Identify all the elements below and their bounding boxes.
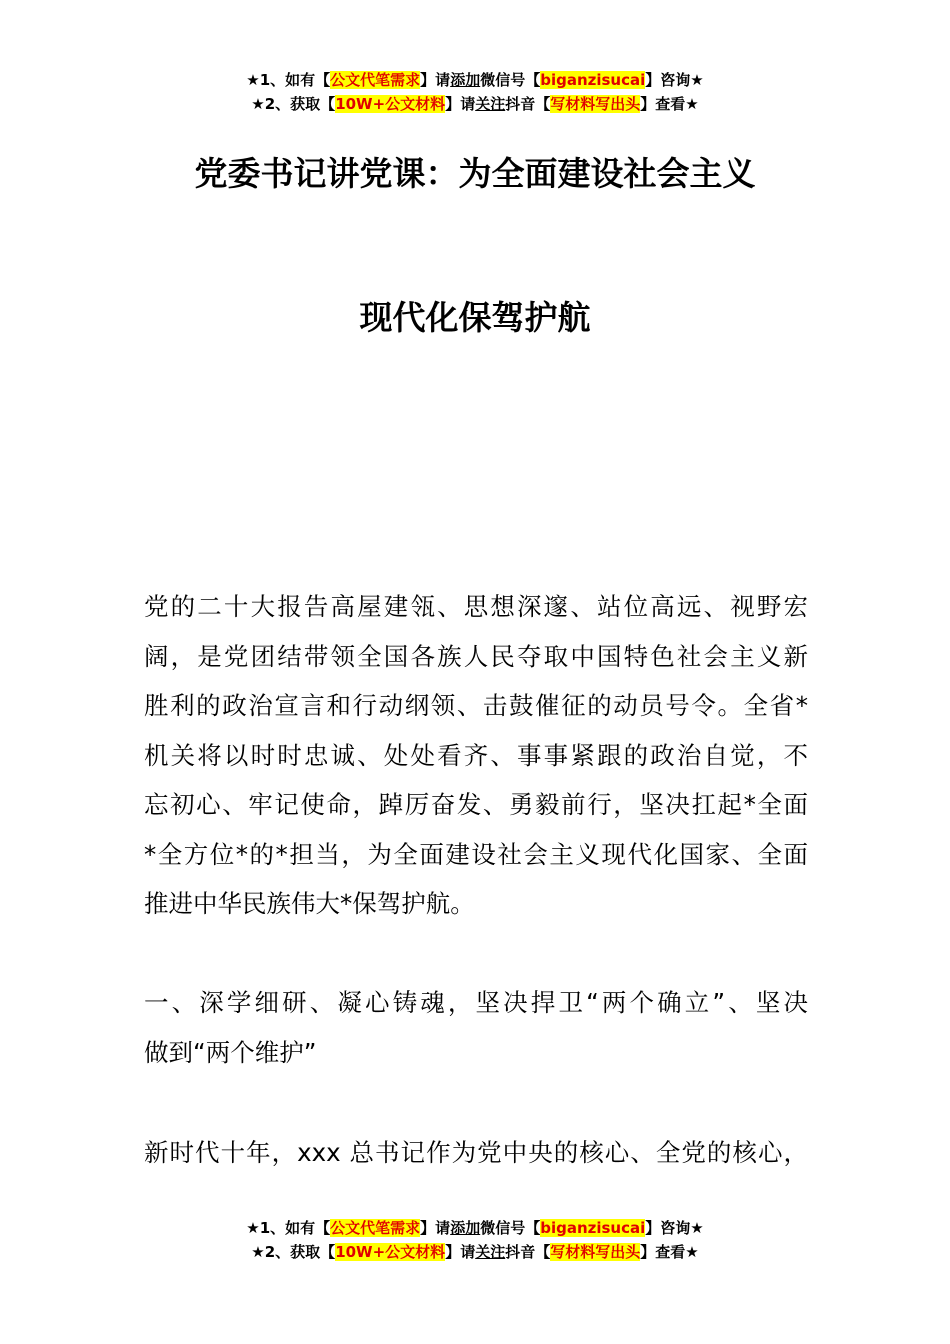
text-line: 党的二十大报告高屋建瓴、思想深邃、站位高远、视野宏 [144,592,808,621]
promo-text: 微信号【 [480,71,541,89]
wechat-id-highlight: biganzisucai [540,1219,646,1237]
text-line: 阔，是党团结带领全国各族人民夺取中国特色社会主义新 [144,641,808,671]
promo-underlined-text: 添加 [450,71,481,89]
promo-highlight: 公文代笔需求 [330,1219,421,1237]
promo-text: 】请 [420,71,451,89]
promo-line-1 [0,1216,950,1240]
promo-underlined-text: 关注 [475,95,506,113]
text-line: *全方位*的*担当，为全面建设社会主义现代化国家、全面 [144,839,808,869]
text-line: 做到“两个维护” [144,1037,317,1067]
text-line: 胜利的政治宣言和行动纲领、击鼓催征的动员号令。全省* [144,691,808,720]
header-promo-banner [0,68,950,116]
text-line: 忘初心、牢记使命，踔厉奋发、勇毅前行，坚决扛起*全面 [144,790,808,819]
text-line: 推进中华民族伟大*保驾护航。 [144,889,475,918]
promo-highlight: 10W+公文材料 [335,95,446,113]
promo-text: 】请 [445,1243,476,1261]
promo-text: 】请 [445,95,476,113]
promo-highlight: 公文代笔需求 [330,71,421,89]
promo-line-2 [0,1240,950,1264]
text-line: 新时代十年，xxx 总书记作为党中央的核心、全党的核心， [144,1138,808,1167]
promo-text: 抖音【 [505,95,551,113]
section-heading-1 [144,978,808,1077]
promo-highlight: 10W+公文材料 [335,1243,446,1261]
promo-text: ★2、获取【 [251,1243,336,1261]
promo-text: 】咨询★ [645,71,704,89]
promo-text: ★1、如有【 [246,71,331,89]
promo-text: 微信号【 [480,1219,541,1237]
promo-text: 】查看★ [640,1243,699,1261]
text-line: 一、深学细研、凝心铸魂，坚决捍卫“两个确立”、坚决 [144,988,808,1017]
document-title-line-2: 现代化保驾护航 [359,298,591,337]
promo-text: 】查看★ [640,95,699,113]
promo-text: ★1、如有【 [246,1219,331,1237]
promo-underlined-text: 添加 [450,1219,481,1237]
promo-line-1 [0,68,950,92]
promo-text: 】请 [420,1219,451,1237]
paragraph-intro [144,582,808,929]
text-line: 机关将以时时忠诚、处处看齐、事事紧跟的政治自觉，不 [144,740,808,770]
promo-line-2 [0,92,950,116]
wechat-id-highlight: biganzisucai [540,71,646,89]
promo-text: ★2、获取【 [251,95,336,113]
footer-promo-banner [0,1216,950,1264]
promo-text: 抖音【 [505,1243,551,1261]
paragraph-section-1 [144,1128,808,1178]
document-title-line-1: 党委书记讲党课：为全面建设社会主义 [194,154,756,193]
promo-underlined-text: 关注 [475,1243,506,1261]
promo-text: 】咨询★ [645,1219,704,1237]
douyin-id-highlight: 写材料写出头 [550,1243,641,1261]
douyin-id-highlight: 写材料写出头 [550,95,641,113]
